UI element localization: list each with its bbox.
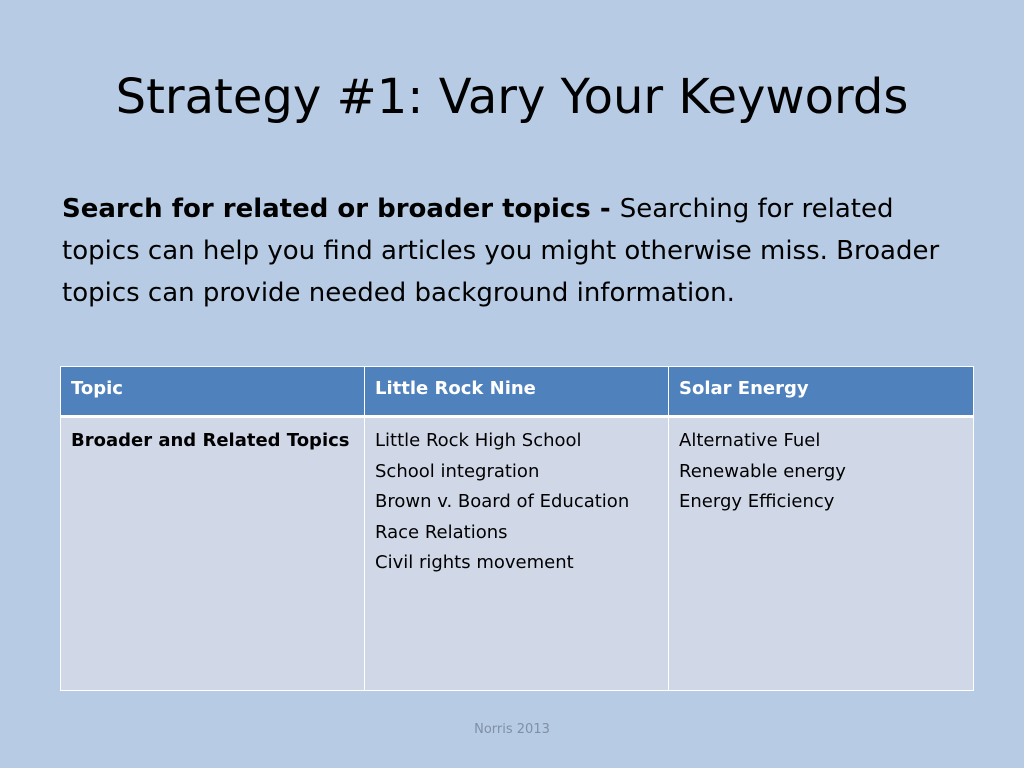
list-item: Energy Efficiency (679, 491, 835, 512)
table-row (61, 417, 974, 691)
list-item: Civil rights movement (375, 552, 574, 573)
slide-title: Strategy #1: Vary Your Keywords (115, 69, 909, 125)
list-item: Brown v. Board of Education (375, 491, 630, 512)
body-lead: Search for related or broader topics - (62, 194, 620, 224)
list-item: Little Rock High School (375, 430, 582, 451)
solar-energy-topics (669, 417, 974, 691)
slide-footer: Norris 2013 (474, 722, 550, 737)
little-rock-nine-topics (365, 417, 669, 691)
header-little-rock-nine: Little Rock Nine (365, 367, 669, 417)
header-topic: Topic (61, 367, 365, 417)
header-solar-energy: Solar Energy (669, 367, 974, 417)
list-item: Alternative Fuel (679, 430, 821, 451)
list-item: Race Relations (375, 521, 508, 543)
list-item: Renewable energy (679, 460, 846, 482)
body-paragraph (62, 188, 942, 314)
body-text: Searching for related topics can help you find articles you might otherwise miss. Broader topics can provide needed background information. (62, 194, 940, 308)
list-item: School integration (375, 460, 540, 482)
table-header-row (61, 367, 974, 417)
row-label: Broader and Related Topics (61, 417, 365, 691)
topics-table (60, 366, 974, 691)
